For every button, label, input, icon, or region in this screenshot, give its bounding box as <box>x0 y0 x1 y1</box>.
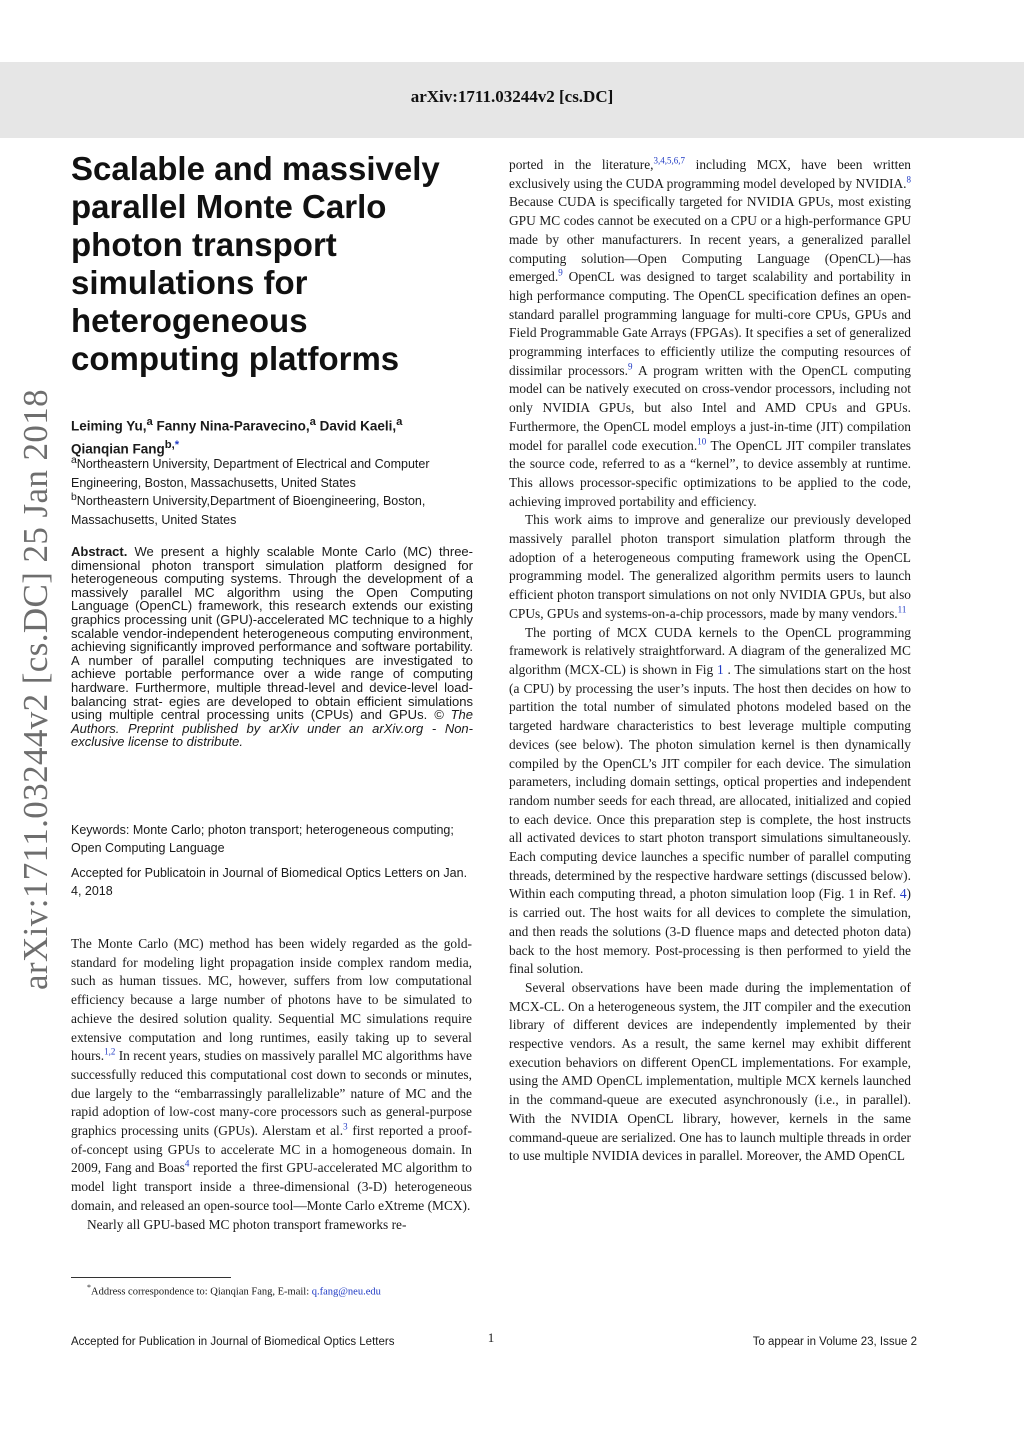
paragraph: This work aims to improve and generalize our previously developed massively parallel photon transport simulation platform through the adoption of a heterogeneous computing framework using the OpenCL programming model. The generalized algorithm permits users to launch efficient photon transport simulations on not only NVIDIA GPUs, but also CPUs, GPUs and systems-on-a-chip processors, made by many vendors.$^{11}$ <box>509 512 911 621</box>
reference-link[interactable]: 4 <box>899 886 907 902</box>
citation-link[interactable]: 3 <box>343 1121 348 1132</box>
citation-link[interactable]: 3,4,5,6,7 <box>653 155 685 166</box>
corresponding-author-mark[interactable]: * <box>174 438 180 451</box>
citation-link[interactable]: 1,2 <box>104 1046 116 1057</box>
page-number: 1 <box>487 1330 495 1345</box>
author-3: David Kaeli, <box>315 418 397 434</box>
paragraph: Several observations have been made during the implementation of MCX-CL. On a heterogeneous system, the JIT compiler and the execution library of different devices are independently implemented by their respective vendors. As a result, the same kernel may exhibit different execution behaviors on different OpenCL implementations. For example, using the AMD OpenCL implementation, multiple MCX kernels launched in the command-queue are executed asynchronously (i.e., in parallel). With the NVIDIA OpenCL library, however, kernels in the same command-queue are serialized. One has to launch multiple threads in order to use multiple NVIDIA devices in parallel. Moreover, the AMD OpenCL <box>509 979 911 1164</box>
body-column-right <box>509 156 911 1166</box>
arxiv-side-stamp: arXiv:1711.03244v2 [cs.DC] 25 Jan 2018 <box>16 388 55 990</box>
abstract-text: We present a highly scalable Monte Carlo (MC) three-dimensional photon transport simulation platform designed for heterogeneous computing systems. Through the development of a massively parallel MC algorithm using the Open Computing Language (OpenCL) framework, this research extends our existing graphics processing unit (GPU)-accelerated MC technique to a highly scalable vendor-independent heterogeneous computing environment, achieving significantly improved performance and software portability. A number of parallel computing techniques are investigated to achieve portable performance over a wide range of computing hardware. Furthermore, multiple thread-level and device-level load-balancing strat- egies are developed to obtain efficient simulations using multiple central processing units (CPUs) and GPUs. <box>71 544 473 723</box>
author-1: Leiming Yu, <box>71 418 147 434</box>
citation-link[interactable]: 10 <box>697 436 707 447</box>
citation-link[interactable]: 9 <box>627 361 633 372</box>
figure-link[interactable]: 1 <box>716 661 724 677</box>
arxiv-identifier: arXiv:1711.03244v2 [cs.DC] <box>410 87 614 106</box>
affiliation-b-text: Northeastern University,Department of Bioengineering, Boston, Massachusetts, United States <box>71 494 426 527</box>
abstract <box>71 545 473 749</box>
acceptance-note: Accepted for Publicatoin in Journal of Biomedical Optics Letters on Jan. 4, 2018 <box>71 866 468 898</box>
email-link[interactable]: q.fang@neu.edu <box>311 1286 381 1298</box>
affiliation-a-label: a <box>71 455 77 466</box>
author-3-affil: a <box>396 416 403 428</box>
keywords: Keywords: Monte Carlo; photon transport; heterogeneous computing; Open Computing Language <box>71 823 454 855</box>
footer-volume: To appear in Volume 23, Issue 2 <box>752 1336 917 1348</box>
paragraph: Nearly all GPU-based MC photon transport frameworks re- <box>87 1216 407 1232</box>
paper-title: Scalable and massively parallel Monte Carlo photon transport simulations for heterogeneous computing platforms <box>71 150 440 377</box>
author-4-affil: b,* <box>164 438 180 451</box>
affiliation-a <box>71 452 481 492</box>
affiliation-b <box>71 489 481 529</box>
citation-link[interactable]: 11 <box>897 604 907 615</box>
author-2-affil: a <box>309 416 316 428</box>
footnote-text: Address correspondence to: Qianqian Fang, E-mail: <box>91 1286 312 1298</box>
footnote-mark: * <box>87 1283 91 1292</box>
footnote <box>87 1281 477 1300</box>
affiliation-a-text: Northeastern University, Department of Electrical and Computer Engineering, Boston, Massachusetts, United States <box>71 457 430 490</box>
footnote-divider <box>71 1277 231 1278</box>
paragraph: The porting of MCX CUDA kernels to the OpenCL programming framework is relatively straightforward. A diagram of the generalized MC algorithm (MCX-CL) is shown in Fig 1 . The simulations start on the host (a CPU) by processing the user’s inputs. The host then decides on how to partition the total number of simulated photons modeled based on the targeted hardware characteristics to best leverage multiple computing devices (see below). The photon simulation kernel is then dynamically compiled by the OpenCL’s JIT compiler for each device. The simulation parameters, including domain settings, optical properties and independent random number seeds for each thread, are allocated, initialized and copied to each device. Once this preparation step is complete, the host instructs all activated devices to start photon transport simulations simultaneously. Each computing device launches a specific number of parallel computing threads, determined by the respective hardware settings (discussed below). Within each computing thread, a photon simulation loop (Fig. 1 in Ref. 4) is carried out. The host waits for all devices to complete the simulation, and then reads the solutions (3-D fluence maps and detected photon data) back to the host memory. Post-processing is then performed to yield the final solution. <box>509 624 912 977</box>
affiliation-b-label: b <box>71 492 77 503</box>
paragraph: The Monte Carlo (MC) method has been widely regarded as the gold-standard for modeling light propagation inside complex random media, such as human tissues. MC, however, suffers from low computational efficiency because a large number of photons have to be simulated to achieve the desired solution quality. Sequential MC simulations require extensive computation and long runtimes, easily taking up to several hours.$^{1,2}$ In recent years, studies on massively parallel MC algorithms have successfully reduced this computational cost down to seconds or minutes, due largely to the “embarrassingly parallelizable” nature of MC and the rapid adoption of low-cost many-core processors such as general-purpose graphics processing units (GPUs). Alerstam et al.$^3$ first reported a proof-of-concept using GPUs to accelerate MC in a homogeneous domain. In 2009, Fang and Boas$^4$ reported the first GPU-accelerated MC algorithm to model light transport inside a three-dimensional (3-D) heterogeneous domain, and released an open-source tool—Monte Carlo eXtreme (MCX). <box>71 936 473 1213</box>
citation-link[interactable]: 8 <box>906 174 911 185</box>
paragraph: ported in the literature,$^{3,4,5,6,7}$ including MCX, have been written exclusively using the CUDA programming model developed by NVIDIA.$^8$ Because CUDA is specifically targeted for NVIDIA GPUs, most existing GPU MC codes cannot be executed on a CPU or a high-performance GPU made by other manufacturers. In recent years, a generalized parallel computing solution—Open Computing Language (OpenCL)—has emerged.$^9$ OpenCL was designed to target scalability and portability in high performance computing. The OpenCL specification defines an open-standard parallel programming language for multi-core CPUs, GPUs and Field Programmable Gate Arrays (FPGAs). It specifies a set of generalized programming interfaces to efficiently utilize the computing resources of dissimilar processors.$^9$ A program written with the OpenCL computing model can be natively executed on cross-vendor processors, including not only NVIDIA GPUs, but also Intel and AMD CPUs and GPUs. Furthermore, the OpenCL model employs a just-in-time (JIT) compilation model for parallel code execution.$^{10}$ The OpenCL JIT compiler translates the source code, referred to as a “kernel”, to device assembly at runtime. This allows processor-specific optimizations to be applied to the code, achieving improved portability and efficiency. <box>509 155 911 509</box>
author-1-affil: a <box>146 416 153 428</box>
abstract-label: Abstract. <box>71 544 128 559</box>
body-column-left <box>71 935 472 1234</box>
footer-journal: Accepted for Publication in Journal of Biomedical Optics Letters <box>71 1336 395 1348</box>
author-4: Qianqian Fang <box>71 441 165 456</box>
citation-link[interactable]: 9 <box>558 267 563 278</box>
author-2: Fanny Nina-Paravecino, <box>152 418 310 434</box>
license-statement: © The Authors. Preprint published by arXiv under an arXiv.org - Non-exclusive license to distribute. <box>71 707 473 750</box>
citation-link[interactable]: 4 <box>184 1158 190 1169</box>
